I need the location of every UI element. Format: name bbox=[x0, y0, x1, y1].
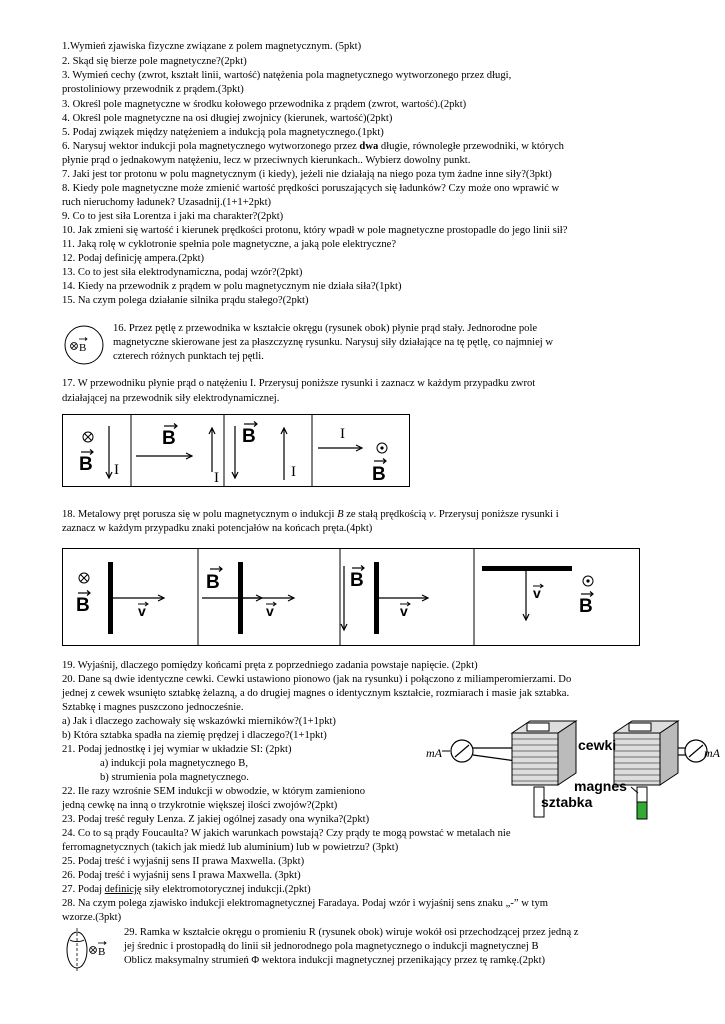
svg-text:mA: mA bbox=[704, 746, 720, 760]
question-3-line-1: 3. Wymień cechy (zwrot, kształt linii, wartość) natężenia pola magnetycznego wytworzonego przez długi, bbox=[62, 70, 512, 81]
question-29-line-1: 29. Ramka w kształcie okręgu o promieniu R (rysunek obok) wiruje wokół osi przechodzącej przez jedną z bbox=[124, 927, 579, 938]
question-25: 25. Podaj treść i wyjaśnij sens II prawa Maxwella. (3pkt) bbox=[62, 856, 305, 867]
svg-text:B: B bbox=[98, 946, 106, 958]
question-29-line-2: jej średnic i prostopadłą do linii sił jednorodnego pola magnetycznego o indukcji magnetycznej B bbox=[124, 941, 539, 952]
q18-cell-4 bbox=[482, 566, 593, 620]
b-vector-symbol: B bbox=[337, 509, 344, 520]
svg-text:B: B bbox=[372, 464, 386, 485]
question-3-line-2: prostoliniowy przewodnik z prądem.(3pkt) bbox=[62, 84, 244, 95]
svg-text:I: I bbox=[214, 470, 219, 486]
q17-cell-2 bbox=[136, 424, 219, 487]
svg-text:v: v bbox=[533, 585, 541, 601]
question-4: 4. Określ pole magnetyczne na osi długiej zwojnicy (kierunek, wartość)(2pkt) bbox=[62, 113, 393, 124]
question-17-line-1: 17. W przewodniku płynie prąd o natężeniu I. Przerysuj poniższe rysunki i zaznacz w każdym przypadku zwrot bbox=[62, 378, 536, 389]
q18-figure-panel bbox=[62, 548, 640, 646]
svg-text:I: I bbox=[340, 426, 345, 442]
question-23: 23. Podaj treść reguły Lenza. Z jakiej ogólnej zasady ona wynika?(2pkt) bbox=[62, 814, 370, 825]
q18-cell-2 bbox=[202, 562, 294, 634]
question-6-line-1: 6. Narysuj wektor indukcji pola magnetycznego wytworzonego przez dwa długie, równoległe przewodniki, w których bbox=[62, 141, 564, 152]
question-22-line-2: jedną cewkę na inną o trzykrotnie większej ilości zwojów?(2pkt) bbox=[62, 800, 338, 811]
question-21-b: b) strumienia pola magnetycznego. bbox=[100, 772, 249, 783]
question-16-line-1: 16. Przez pętlę z przewodnika w kształcie okręgu (rysunek obok) płynie prąd stały. Jednorodne pole bbox=[113, 323, 538, 334]
question-24-line-1: 24. Co to są prądy Foucaulta? W jakich warunkach powstają? Czy prądy te mogą powstać w metalach nie bbox=[62, 828, 511, 839]
question-8-line-2: ruch nieruchomy ładunek? Uzasadnij.(1+1+2pkt) bbox=[62, 197, 272, 208]
q18-cell-1 bbox=[76, 562, 164, 634]
question-19: 19. Wyjaśnij, dlaczego pomiędzy końcami pręta z poprzedniego zadania powstaje napięcie. (2pkt) bbox=[62, 660, 478, 671]
svg-text:v: v bbox=[266, 603, 274, 619]
q17-cell-4 bbox=[318, 426, 387, 485]
question-17-line-2: działającej na przewodnik siły elektrodynamicznej. bbox=[62, 393, 280, 404]
question-13: 13. Co to jest siła elektrodynamiczna, podaj wzór?(2pkt) bbox=[62, 267, 303, 278]
question-27: 27. Podaj definicję siły elektromotorycznej indukcji.(2pkt) bbox=[62, 884, 311, 895]
question-24-line-2: ferromagnetycznych (takich jak miedź lub aluminium) lub w powietrzu? (3pkt) bbox=[62, 842, 399, 853]
svg-text:B: B bbox=[206, 572, 220, 593]
svg-text:B: B bbox=[242, 426, 256, 447]
question-21: 21. Podaj jednostkę i jej wymiar w układzie SI: (2pkt) bbox=[62, 744, 292, 755]
loop-b-label: B bbox=[79, 342, 87, 354]
v-vector-symbol: v bbox=[428, 509, 434, 520]
question-1: 1.Wymień zjawiska fizyczne związane z polem magnetycznym. (5pkt) bbox=[62, 41, 362, 52]
svg-text:v: v bbox=[138, 603, 146, 619]
question-20-b: b) Która sztabka spadła na ziemię prędzej i dlaczego?(1+1pkt) bbox=[62, 730, 327, 741]
question-20-line-2: jednej z cewek wsunięto sztabkę żelazną, a do drugiej magnes o identycznym kształcie, rozmiarach i masie jak sztabka. bbox=[62, 688, 570, 699]
question-10: 10. Jak zmieni się wartość i kierunek prędkości protonu, który wpadł w pole magnetyczne prostopadle do jego linii sił? bbox=[62, 225, 568, 236]
q18-cell-3 bbox=[341, 562, 428, 634]
question-28-line-1: 28. Na czym polega zjawisko indukcji elektromagnetycznej Faradaya. Podaj wzór i wyjaśnij sens znaku „-” w tym bbox=[62, 898, 548, 909]
loop-figure bbox=[62, 322, 106, 368]
question-28-line-2: wzorze.(3pkt) bbox=[62, 912, 122, 923]
question-11: 11. Jaką rolę w cyklotronie spełnia pole magnetyczne, a jaką pole elektryczne? bbox=[62, 239, 397, 250]
svg-text:I: I bbox=[114, 462, 119, 478]
svg-text:B: B bbox=[79, 454, 93, 475]
question-5: 5. Podaj związek między natężeniem a indukcją pola magnetycznego.(1pkt) bbox=[62, 127, 384, 138]
question-29-line-3: Oblicz maksymalny strumień Φ wektora indukcji magnetycznej przenikający przez tę ramkę.(2pkt) bbox=[124, 955, 546, 966]
sztabka-label: sztabka bbox=[541, 794, 593, 810]
question-9: 9. Co to jest siła Lorentza i jaki ma charakter?(2pkt) bbox=[62, 211, 284, 222]
left-coil bbox=[512, 721, 576, 785]
question-26: 26. Podaj treść i wyjaśnij sens I prawa Maxwella. (3pkt) bbox=[62, 870, 301, 881]
svg-text:I: I bbox=[291, 464, 296, 480]
question-22-line-1: 22. Ile razy wzrośnie SEM indukcji w obwodzie, w którym zamieniono bbox=[62, 786, 366, 797]
rotating-frame-figure bbox=[62, 926, 118, 972]
question-15: 15. Na czym polega działanie silnika prądu stałego?(2pkt) bbox=[62, 295, 309, 306]
question-16-line-3: czterech różnych punktach tej pętli. bbox=[113, 351, 264, 362]
magnet-top bbox=[637, 787, 647, 802]
question-16-line-2: magnetyczne skierowane jest za płaszczyznę rysunku. Narysuj siły działające na tę pętlę, co najmniej w bbox=[113, 337, 554, 348]
question-3b: 3. Określ pole magnetyczne w środku kołowego przewodnika z prądem (zwrot, wartość).(2pkt) bbox=[62, 99, 467, 110]
cewki-label: cewki bbox=[578, 737, 617, 753]
question-18-line-2: zaznacz w każdym przypadku znaki potencjałów na końcach pręta.(4pkt) bbox=[62, 523, 373, 534]
svg-text:mA: mA bbox=[426, 746, 442, 760]
question-20-a: a) Jak i dlaczego zachowały się wskazówki mierników?(1+1pkt) bbox=[62, 716, 336, 727]
question-7: 7. Jaki jest tor protonu w polu magnetycznym (i kiedy), jeżeli nie działają na niego poza tym żadne inne siły?(3pkt) bbox=[62, 169, 552, 180]
q17-figure-panel bbox=[62, 414, 410, 487]
svg-text:B: B bbox=[76, 595, 90, 616]
right-milliammeter bbox=[678, 740, 720, 762]
magnes-label: magnes bbox=[574, 778, 627, 794]
question-8-line-1: 8. Kiedy pole magnetyczne może zmienić wartość prędkości poruszających się ładunków? Czy może ono wprawić w bbox=[62, 183, 560, 194]
svg-text:B: B bbox=[350, 570, 364, 591]
question-21-a: a) indukcji pola magnetycznego B, bbox=[100, 758, 248, 769]
q17-cell-3 bbox=[232, 422, 296, 481]
question-20-line-1: 20. Dane są dwie identyczne cewki. Cewki ustawiono pionowo (jak na rysunku) i połączono z miliamperomierzami. Do bbox=[62, 674, 572, 685]
svg-text:B: B bbox=[162, 428, 176, 449]
left-milliammeter bbox=[426, 740, 516, 762]
svg-text:v: v bbox=[400, 603, 408, 619]
magnet-bottom bbox=[637, 802, 647, 819]
right-coil bbox=[614, 721, 678, 785]
coils-figure bbox=[424, 715, 720, 825]
question-14: 14. Kiedy na przewodnik z prądem w polu magnetycznym nie działa siła?(1pkt) bbox=[62, 281, 402, 292]
question-12: 12. Podaj definicję ampera.(2pkt) bbox=[62, 253, 205, 264]
question-2: 2. Skąd się bierze pole magnetyczne?(2pkt) bbox=[62, 56, 247, 67]
q17-cell-1 bbox=[79, 426, 119, 478]
question-20-line-3: Sztabkę i magnes puszczono jednocześnie. bbox=[62, 702, 244, 713]
question-6-line-2: płynie prąd o jednakowym natężeniu, lecz w przeciwnych kierunkach.. Wybierz dowolny punkt. bbox=[62, 155, 471, 166]
svg-text:B: B bbox=[579, 596, 593, 617]
question-18-line-1: 18. Metalowy pręt porusza się w polu magnetycznym o indukcji B ze stałą prędkością v. Przerysuj poniższe rysunki i bbox=[62, 509, 559, 520]
